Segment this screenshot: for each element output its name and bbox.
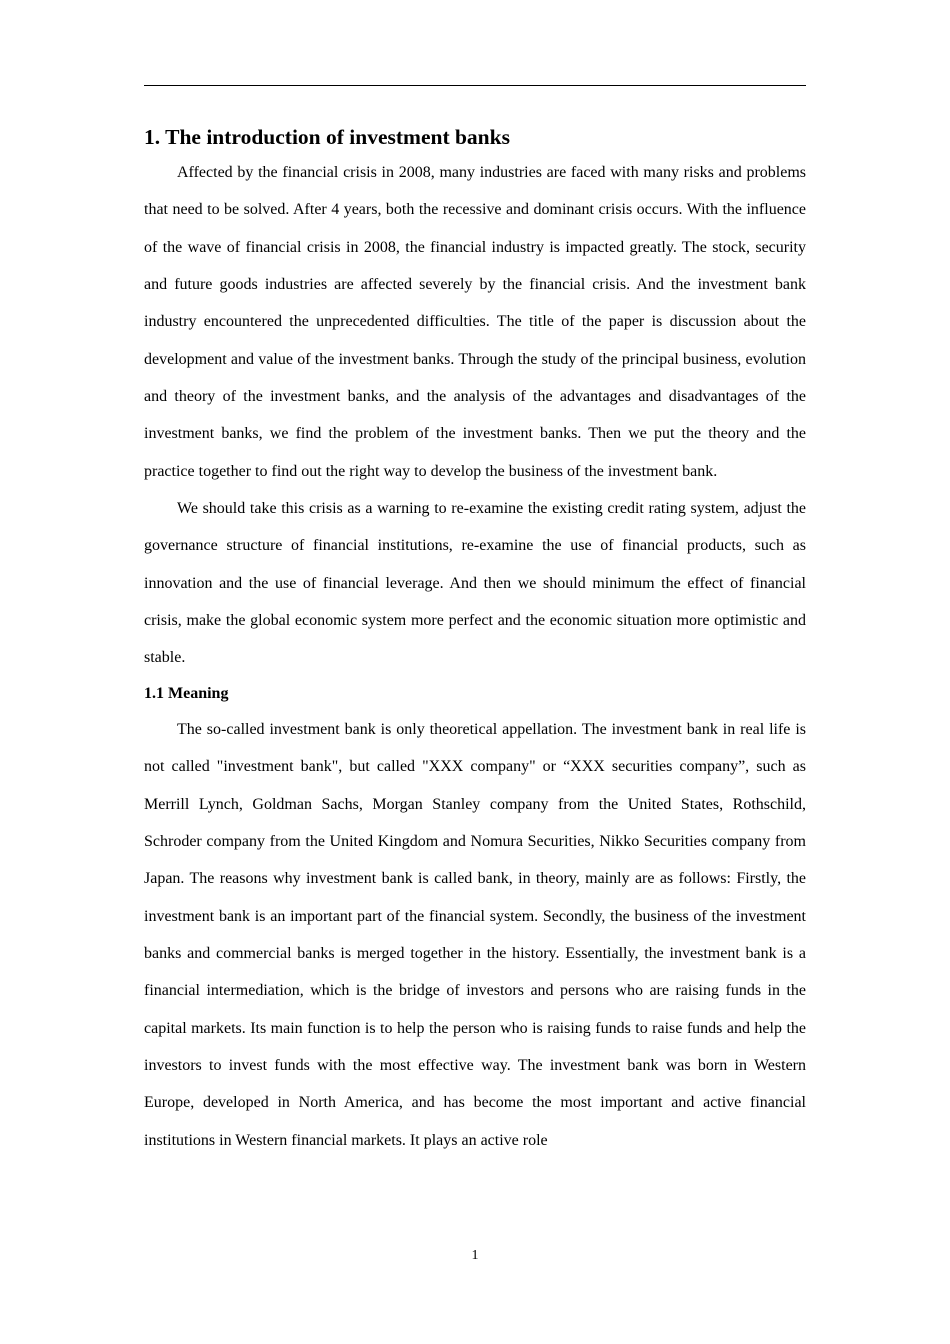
section-heading: 1. The introduction of investment banks (144, 125, 510, 149)
subsection-heading: 1.1 Meaning (144, 684, 229, 702)
body-paragraph-1: Affected by the financial crisis in 2008, many industries are faced with many risks and problems that need to be solved. After 4 years, both the recessive and dominant crisis occurs. With the influence of the wave of financial crisis in 2008, the financial industry is impacted greatly. The stock, security and future goods industries are affected severely by the financial crisis. And the investment bank industry encountered the unprecedented difficulties. The title of the paper is discussion about the development and value of the investment banks. Through the study of the principal business, evolution and theory of the investment banks, and the analysis of the advantages and disadvantages of the investment banks, we find the problem of the investment banks. Then we put the theory and the practice together to find out the right way to develop the business of the investment bank. (144, 164, 806, 480)
body-paragraph-2: We should take this crisis as a warning to re-examine the existing credit rating system, adjust the governance structure of financial institutions, re-examine the use of financial products, such as innovation and the use of financial leverage. And then we should minimum the effect of financial crisis, make the global economic system more perfect and the economic situation more optimistic and stable. (144, 500, 806, 667)
page-number: 1 (471, 1248, 479, 1263)
page-content (144, 122, 806, 1159)
subsection-paragraph: The so-called investment bank is only theoretical appellation. The investment bank in real life is not called "investment bank", but called "XXX company" or “XXX securities company”, such as Merrill Lynch, Goldman Sachs, Morgan Stanley company from the United States, Rothschild, Schroder company from the United Kingdom and Nomura Securities, Nikko Securities company from Japan. The reasons why investment bank is called bank, in theory, mainly are as follows: Firstly, the investment bank is an important part of the financial system. Secondly, the business of the investment banks and commercial banks is merged together in the history. Essentially, the investment bank is a financial intermediation, which is the bridge of investors and persons who are raising funds in the capital markets. Its main function is to help the person who is raising funds to raise funds and help the investors to invest funds with the most effective way. The investment bank was born in Western Europe, developed in North America, and has become the most important and active financial institutions in Western financial markets. It plays an active role (144, 720, 806, 1149)
header-rule (144, 85, 806, 86)
